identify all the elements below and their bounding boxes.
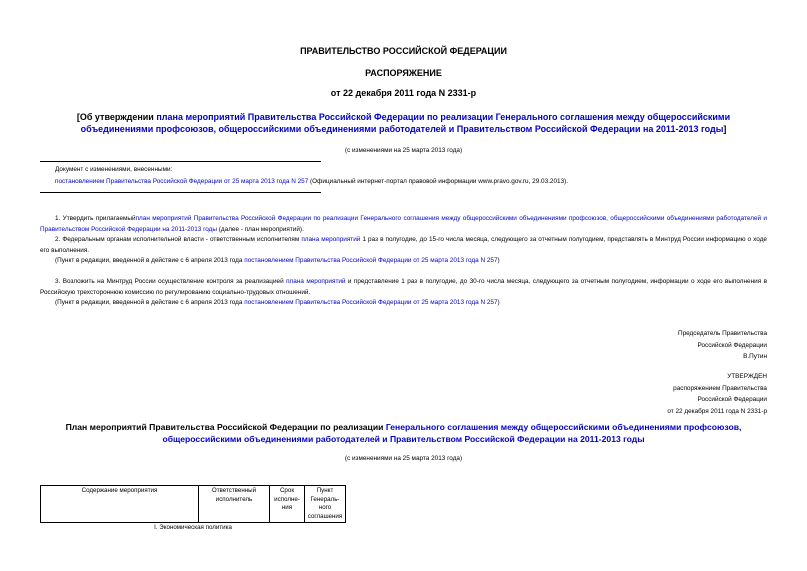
approved-org: Российской Федерации	[697, 396, 767, 403]
col-header-clause: Пункт Генераль-ного соглашения	[305, 486, 346, 523]
signature-block	[467, 328, 767, 363]
approved-label: УТВЕРЖДЕН	[727, 373, 767, 380]
col-header-activity: Содержание мероприятия	[41, 486, 199, 523]
document-date-number: от 22 декабря 2011 года N 2331-р	[330, 88, 477, 98]
divider-bottom	[40, 192, 321, 193]
para2-link[interactable]: плана мероприятий	[301, 236, 361, 243]
amendment-block	[55, 165, 755, 187]
government-heading: ПРАВИТЕЛЬСТВО РОССИЙСКОЙ ФЕДЕРАЦИИ	[300, 46, 507, 56]
title-open-bracket: [Об утверждении	[76, 112, 157, 122]
col-header-deadline: Срок исполне-ния	[270, 486, 305, 523]
para2-prefix: 2. Федеральным органам исполнительной власти - ответственным исполнителям	[55, 236, 302, 243]
approved-by: распоряжением Правительства	[673, 384, 767, 392]
col-header-executor: Ответственный исполнитель	[199, 486, 270, 523]
section-economic-policy: I. Экономическая политика	[154, 524, 232, 531]
approved-date: от 22 декабря 2011 года N 2331-р	[667, 407, 767, 415]
document-title	[40, 111, 767, 135]
note-2	[55, 298, 767, 309]
signature-name: В.Путин	[743, 353, 767, 360]
changes-note: (с изменениями на 25 марта 2013 года)	[344, 147, 463, 154]
signature-org: Российской Федерации	[697, 341, 767, 349]
para3-prefix: 3. Возложить на Минтруд России осуществление контроля за реализацией	[55, 278, 287, 285]
note2-link[interactable]: постановлением Правительства Российской Федерации от 25 марта 2013 года N 257	[244, 299, 498, 306]
paragraph-2	[40, 235, 767, 256]
plan-title-prefix: План мероприятий Правительства Российской Федерации по реализации	[65, 422, 386, 432]
amendment-rest: (Официальный интернет-портал правовой информации www.pravo.gov.ru, 29.03.2013).	[308, 177, 569, 185]
note1-suffix: )	[497, 257, 500, 264]
table-section-row	[41, 523, 346, 534]
paragraph-1	[40, 214, 767, 235]
plan-table	[40, 485, 346, 534]
amendment-intro: Документ с изменениями, внесенными:	[55, 166, 173, 173]
note1-link[interactable]: постановлением Правительства Российской Федерации от 25 марта 2013 года N 257	[244, 257, 498, 264]
para1-prefix: 1. Утвердить прилагаемый	[55, 215, 136, 222]
note2-suffix: )	[497, 299, 500, 306]
table-header-row	[41, 486, 346, 523]
para3-link[interactable]: плана мероприятий	[286, 278, 346, 285]
approved-block	[467, 371, 767, 417]
plan-title-link[interactable]: Генерального соглашения между общероссийскими объединениями профсоюзов, общероссийскими объединениями работодателей и Правительством Российской Федерации на 2011-2013 годы	[162, 422, 742, 444]
title-link[interactable]: плана мероприятий Правительства Российской Федерации по реализации Генерального соглашения между общероссийскими объединениями профсоюзов, общероссийскими объединениями работодателей и Правительством Российской Федерации на 2011-2013 годы	[80, 112, 731, 134]
signature-position: Председатель Правительства	[678, 330, 767, 337]
para1-link[interactable]: план мероприятий Правительства Российской Федерации по реализации Генерального соглашения между общероссийскими объединениями профсоюзов, общероссийскими объединениями работодателей и Правительством Российской Федерации на 2011-2013 годы	[40, 215, 767, 233]
para1-suffix: (далее - план мероприятий).	[217, 225, 304, 233]
para3-suffix: и представление 1 раз в полугодие, до 30-го числа месяца, следующего за отчетным полугодием, информации о ходе его выполнения в Российскую трехстороннюю комиссию по регулированию социально-трудовых отношений.	[40, 278, 767, 296]
amendment-link[interactable]: постановлением Правительства Российской Федерации от 25 марта 2013 года N 257	[55, 177, 309, 185]
para2-suffix: 1 раз в полугодие, до 15-го числа месяца, следующего за отчетным полугодием, представлять в Минтруд России информацию о ходе его выполнения.	[40, 236, 767, 254]
note1-prefix: (Пункт в редакции, введенной в действие с 6 апреля 2013 года	[55, 257, 245, 264]
note-1	[55, 256, 767, 267]
note2-prefix: (Пункт в редакции, введенной в действие с 6 апреля 2013 года	[55, 299, 245, 306]
amendment-source	[55, 177, 755, 188]
paragraph-3	[40, 277, 767, 298]
plan-title	[40, 422, 767, 445]
divider-top	[40, 161, 321, 162]
document-type: РАСПОРЯЖЕНИЕ	[365, 68, 442, 78]
title-close-bracket: ]	[723, 124, 727, 134]
plan-changes-note: (с изменениями на 25 марта 2013 года)	[344, 455, 463, 462]
